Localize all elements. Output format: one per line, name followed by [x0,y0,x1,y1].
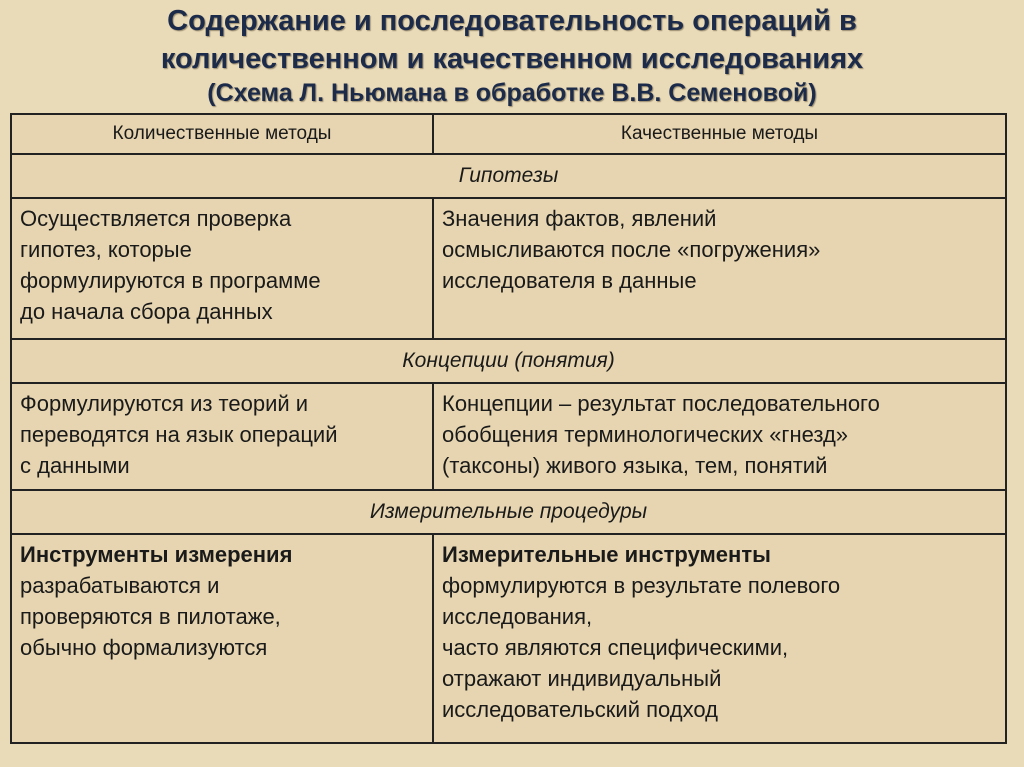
cell-line: Концепции – результат последовательного [442,391,880,416]
cell-quantitative [11,198,433,339]
comparison-table [10,113,1007,744]
table-row [11,534,1006,743]
title-line-3: (Схема Л. Ньюмана в обработке В.В. Семеновой) [207,79,817,107]
section-row [11,339,1006,383]
cell-line: с данными [20,453,130,478]
cell-line: обычно формализуются [20,635,268,660]
cell-line: Формулируются из теорий и [20,391,309,416]
cell-line: формулируются в результате полевого [442,573,841,598]
cell-line: обобщения терминологических «гнезд» [442,422,849,447]
cell-bold-line: Инструменты измерения [20,542,293,567]
cell-line: осмысливаются после «погружения» [442,237,821,262]
table-row [11,383,1006,490]
cell-line: гипотез, которые [20,237,192,262]
slide-title [0,2,1024,108]
cell-qualitative [433,198,1006,339]
section-heading: Гипотезы [11,154,1006,198]
cell-qualitative [433,383,1006,490]
cell-qualitative [433,534,1006,743]
header-quantitative: Количественные методы [11,114,433,154]
section-row [11,490,1006,534]
title-line-2: количественном и качественном исследованиях [160,43,864,75]
section-heading: Концепции (понятия) [11,339,1006,383]
cell-line: (таксоны) живого языка, тем, понятий [442,453,828,478]
cell-line: исследователя в данные [442,268,697,293]
cell-line: исследования, [442,604,593,629]
cell-line: Значения фактов, явлений [442,206,717,231]
cell-line: формулируются в программе [20,268,321,293]
cell-line: отражают индивидуальный [442,666,722,691]
cell-line: исследовательский подход [442,697,718,722]
section-row [11,154,1006,198]
cell-line: разрабатываются и [20,573,220,598]
cell-line: Осуществляется проверка [20,206,292,231]
cell-line: часто являются специфическими, [442,635,789,660]
header-row [11,114,1006,154]
section-heading: Измерительные процедуры [11,490,1006,534]
header-qualitative: Качественные методы [433,114,1006,154]
cell-bold-line: Измерительные инструменты [442,542,771,567]
title-line-1: Содержание и последовательность операций в [167,5,857,37]
cell-line: переводятся на язык операций [20,422,338,447]
cell-line: до начала сбора данных [20,299,273,324]
cell-line: проверяются в пилотаже, [20,604,281,629]
cell-quantitative [11,383,433,490]
table-row [11,198,1006,339]
cell-quantitative [11,534,433,743]
